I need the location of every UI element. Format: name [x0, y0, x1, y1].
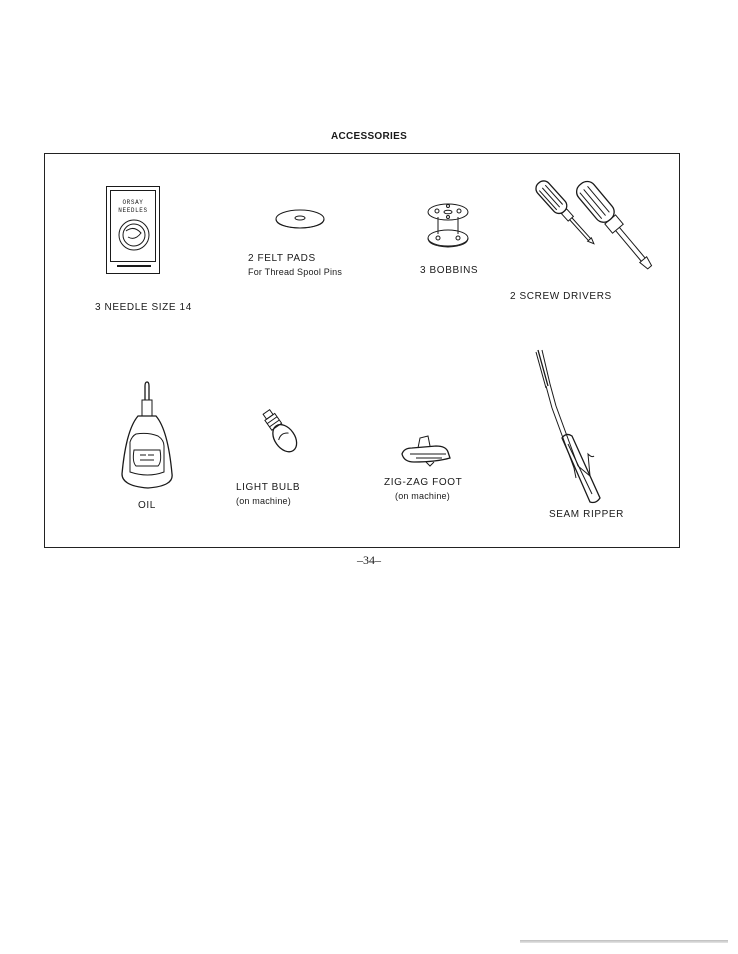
felt-pad-icon	[270, 205, 330, 235]
seam-ripper-icon	[530, 348, 620, 508]
light-bulb-label: LIGHT BULB	[236, 482, 301, 493]
page-number: –34–	[357, 553, 381, 567]
light-bulb-icon	[255, 400, 305, 460]
needles-label: 3 NEEDLE SIZE 14	[95, 302, 192, 313]
zigzag-foot-label: ZIG-ZAG FOOT	[384, 477, 463, 488]
zigzag-foot-icon	[396, 432, 456, 472]
bobbins-label: 3 BOBBINS	[420, 265, 479, 276]
light-bulb-sublabel: (on machine)	[236, 496, 291, 506]
zigzag-foot-sublabel: (on machine)	[395, 491, 450, 501]
felt-pads-label: 2 FELT PADS	[248, 253, 316, 264]
screw-drivers-icon	[508, 175, 648, 285]
needle-package-brand: ORSAY	[122, 199, 144, 206]
screw-drivers-label: 2 SCREW DRIVERS	[510, 291, 612, 302]
felt-pads-sublabel: For Thread Spool Pins	[248, 267, 343, 277]
page-title: ACCESSORIES	[330, 131, 408, 142]
seam-ripper-label: SEAM RIPPER	[549, 509, 624, 520]
scan-edge-shadow	[520, 940, 728, 943]
needle-package-text: NEEDLES	[118, 207, 148, 214]
needle-package-emblem	[107, 187, 161, 275]
oil-label: OIL	[138, 500, 156, 511]
needle-package	[106, 186, 160, 274]
oil-bottle-icon	[118, 382, 178, 492]
bobbins-icon	[418, 200, 478, 260]
